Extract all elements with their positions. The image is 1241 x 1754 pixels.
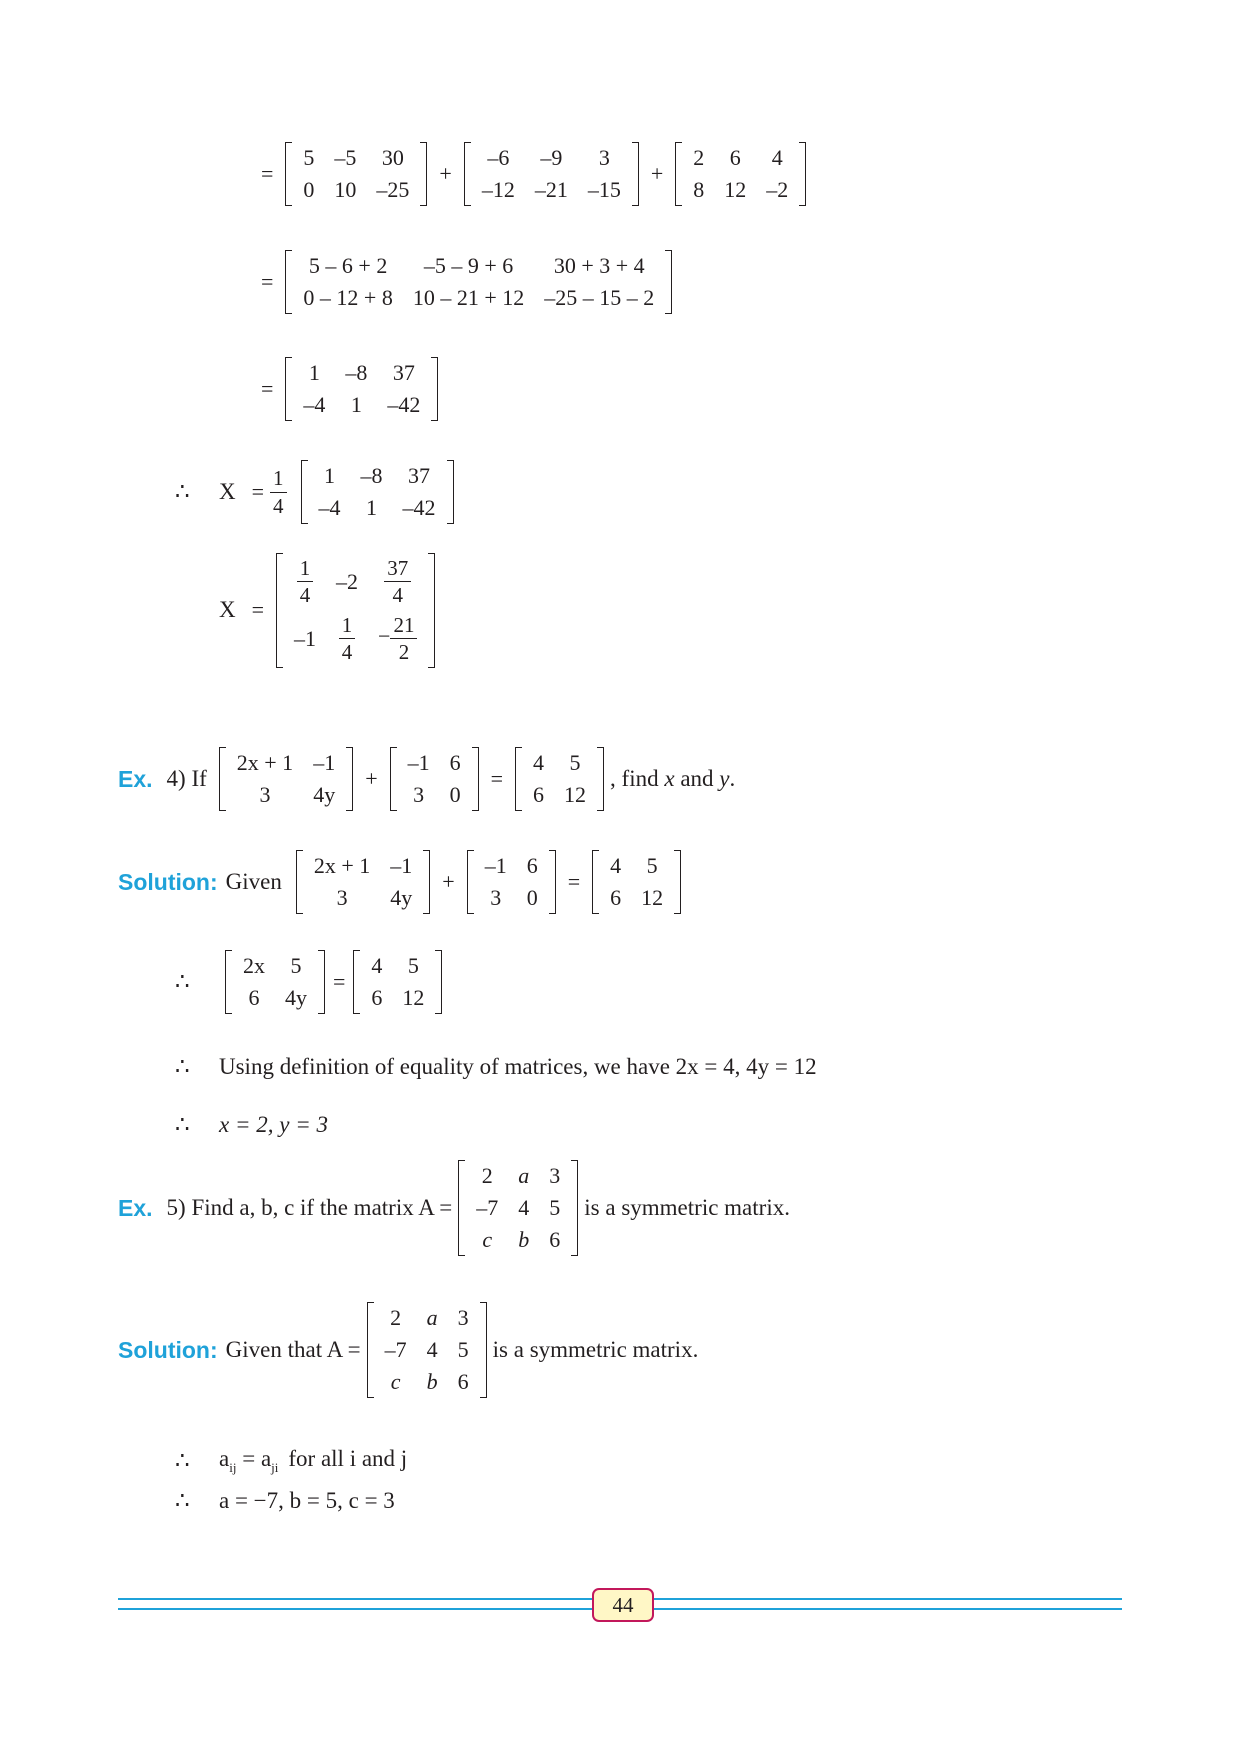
matrix-cell: 6: [526, 853, 538, 878]
matrix-cell: 1: [324, 463, 336, 488]
and-text: and: [680, 766, 714, 791]
matrix-cell: –12: [481, 177, 515, 202]
fraction-denominator: 2: [398, 640, 410, 665]
matrix-cell: [368, 610, 427, 667]
solution-suffix: is a symmetric matrix.: [492, 1337, 699, 1362]
matrix: [675, 142, 806, 206]
matrix: [367, 1302, 487, 1398]
matrix: [467, 850, 556, 914]
matrix: [301, 460, 454, 524]
matrix: [219, 747, 353, 811]
matrix-cell: 5: [290, 953, 302, 978]
matrix-cell: –7: [384, 1337, 407, 1362]
example-text: 5) Find a, b, c if the matrix A =: [166, 1195, 453, 1220]
equals-sign: =: [251, 479, 265, 504]
solution-4-step-row: [175, 950, 448, 1014]
matrix-cell: –5 – 9 + 6: [423, 253, 514, 278]
var-y: y: [719, 766, 730, 791]
matrix: [276, 553, 435, 668]
step1-row: [255, 142, 812, 206]
matrix-cell: –4: [303, 392, 326, 417]
matrix-cell: 1: [308, 360, 320, 385]
result-statement: x = 2, y = 3: [219, 1112, 328, 1137]
matrix-cell: 5 – 6 + 2: [308, 253, 388, 278]
a-symbol: a: [219, 1446, 230, 1471]
matrix-cell: 0: [449, 782, 461, 807]
matrix-cell: 12: [402, 985, 425, 1010]
matrix-cell: 2x: [243, 953, 265, 978]
fraction-denominator: 4: [341, 640, 353, 665]
step3-row: [255, 357, 444, 421]
matrix-cell: 4: [371, 953, 383, 978]
solution-4-line2: [175, 1112, 328, 1138]
matrix-cell: 10 – 21 + 12: [412, 285, 525, 310]
matrix-cell: [326, 610, 368, 667]
equals-sign: =: [261, 376, 274, 401]
equals-sign: =: [251, 597, 265, 623]
matrix-cell: b: [426, 1369, 438, 1394]
matrix: [296, 850, 430, 914]
matrix-cell: 8: [693, 177, 705, 202]
matrix-cell: 3: [413, 782, 425, 807]
variable-x: X: [219, 479, 236, 504]
matrix-cell: 3: [549, 1163, 561, 1188]
equals-sign: =: [242, 1446, 256, 1471]
matrix-cell: 3: [490, 885, 502, 910]
matrix-cell: 30 + 3 + 4: [553, 253, 645, 278]
step4-row: [175, 460, 460, 524]
matrix-cell: –9: [540, 145, 563, 170]
solution-4-line1: [175, 1054, 817, 1080]
matrix-cell: 2: [693, 145, 705, 170]
solution-label: Solution:: [118, 1336, 218, 1363]
matrix-cell: –42: [387, 392, 421, 417]
matrix-cell: 12: [564, 782, 587, 807]
matrix-cell: 6: [533, 782, 545, 807]
matrix-cell: 37: [392, 360, 415, 385]
matrix-cell: –5: [334, 145, 357, 170]
matrix-cell: –8: [360, 463, 383, 488]
matrix-cell: –1: [484, 853, 507, 878]
matrix-cell: –1: [294, 625, 317, 651]
matrix-cell: 4y: [285, 985, 307, 1010]
matrix-cell: 2: [481, 1163, 493, 1188]
matrix-cell: 4y: [313, 782, 336, 807]
matrix-cell: c: [390, 1369, 401, 1394]
solution-4-row: [118, 850, 687, 914]
page-number: 44: [592, 1588, 654, 1622]
example-prefix: 4) If: [166, 766, 207, 791]
matrix-cell: b: [518, 1227, 530, 1252]
matrix-cell: 6: [610, 885, 622, 910]
matrix-cell: –42: [402, 495, 436, 520]
equals-sign: =: [261, 269, 274, 294]
therefore-symbol: ∴: [175, 1054, 190, 1079]
matrix-cell: 5: [407, 953, 419, 978]
matrix-cell: –21: [534, 177, 568, 202]
matrix-cell: –2: [336, 568, 359, 594]
example-label: Ex.: [118, 1194, 153, 1221]
matrix-cell: 4: [518, 1195, 530, 1220]
therefore-symbol: ∴: [175, 1112, 190, 1137]
matrix: [390, 747, 479, 811]
given-text: Given that A =: [225, 1337, 361, 1362]
matrix-cell: –25: [376, 177, 410, 202]
example-4-row: [118, 747, 735, 811]
matrix-cell: –2: [766, 177, 789, 202]
solution-5-row: [118, 1302, 698, 1398]
matrix-cell: –7: [476, 1195, 499, 1220]
subscript-ji: ji: [271, 1460, 279, 1475]
matrix: [225, 950, 325, 1014]
matrix-cell: c: [482, 1227, 493, 1252]
matrix-cell: 4: [771, 145, 783, 170]
matrix-cell: –6: [487, 145, 510, 170]
minus-sign: −: [378, 623, 391, 649]
solution-label: Solution:: [118, 868, 218, 895]
example-label: Ex.: [118, 765, 153, 792]
fraction-numerator: 1: [270, 466, 287, 492]
matrix-cell: a: [426, 1305, 438, 1330]
matrix: [592, 850, 681, 914]
step2-row: [255, 250, 678, 314]
suffix-text: , find: [610, 766, 659, 791]
matrix-cell: 3: [457, 1305, 469, 1330]
matrix: [464, 142, 639, 206]
matrix-cell: –1: [390, 853, 413, 878]
fraction-numerator: 1: [297, 556, 314, 582]
therefore-symbol: ∴: [175, 479, 190, 504]
matrix-cell: 4: [610, 853, 622, 878]
matrix-cell: –1: [313, 750, 336, 775]
matrix-cell: 6: [371, 985, 383, 1010]
matrix-cell: 3: [598, 145, 610, 170]
fraction: [297, 556, 314, 607]
plus-sign: +: [442, 869, 455, 894]
subscript-ij: ij: [229, 1460, 237, 1475]
fraction-denominator: 4: [299, 583, 311, 608]
matrix-cell: 1: [366, 495, 378, 520]
fraction: [390, 613, 417, 664]
example-5-row: [118, 1160, 790, 1256]
matrix-cell: 2x + 1: [236, 750, 294, 775]
matrix-cell: –25 – 15 – 2: [544, 285, 655, 310]
matrix-cell: 12: [724, 177, 747, 202]
fraction-numerator: 37: [384, 556, 411, 582]
matrix-cell: [368, 553, 427, 610]
matrix: [285, 357, 438, 421]
matrix-cell: –4: [318, 495, 341, 520]
matrix-cell: 3: [336, 885, 348, 910]
fraction-denominator: 4: [273, 493, 284, 518]
given-text: Given: [225, 869, 282, 894]
matrix-cell: 0 – 12 + 8: [303, 285, 393, 310]
equals-sign: =: [261, 161, 274, 186]
matrix-cell: 6: [248, 985, 260, 1010]
matrix-cell: 2: [390, 1305, 402, 1330]
matrix-cell: 5: [569, 750, 581, 775]
matrix-cell: [284, 553, 326, 610]
matrix-cell: –8: [345, 360, 368, 385]
matrix-cell: 5: [646, 853, 658, 878]
matrix-cell: 4: [533, 750, 545, 775]
matrix-cell: 6: [449, 750, 461, 775]
matrix-cell: 4y: [390, 885, 413, 910]
matrix: [285, 142, 427, 206]
plus-sign: +: [439, 161, 452, 186]
therefore-symbol: ∴: [175, 1488, 190, 1513]
matrix-cell: 10: [334, 177, 357, 202]
matrix-cell: 12: [641, 885, 664, 910]
matrix: [458, 1160, 578, 1256]
matrix-cell: 5: [303, 145, 315, 170]
matrix-cell: 37: [408, 463, 431, 488]
var-x: x: [664, 766, 675, 791]
matrix-cell: 6: [549, 1227, 561, 1252]
matrix-cell: a: [518, 1163, 530, 1188]
step5-row: [219, 553, 441, 668]
matrix-cell: –1: [407, 750, 430, 775]
period: .: [729, 766, 736, 791]
matrix: [515, 747, 604, 811]
plus-sign: +: [365, 766, 378, 791]
fraction-numerator: 21: [390, 613, 417, 639]
matrix: [353, 950, 442, 1014]
matrix-cell: 5: [549, 1195, 561, 1220]
matrix-cell: 4: [426, 1337, 438, 1362]
result-statement: a = −7, b = 5, c = 3: [219, 1488, 395, 1513]
example-suffix: [610, 766, 735, 792]
matrix-cell: 3: [259, 782, 271, 807]
matrix-cell: 5: [457, 1337, 469, 1362]
equality-statement: Using definition of equality of matrices, we have 2x = 4, 4y = 12: [219, 1054, 817, 1079]
fraction: [339, 613, 356, 664]
fraction: [384, 556, 411, 607]
solution-5-rule: [175, 1446, 407, 1476]
example-suffix: is a symmetric matrix.: [584, 1195, 790, 1220]
matrix-cell: 2x + 1: [313, 853, 371, 878]
matrix-cell: 1: [350, 392, 362, 417]
matrix: [285, 250, 672, 314]
a-symbol: a: [260, 1446, 272, 1471]
matrix-cell: 0: [303, 177, 315, 202]
therefore-symbol: ∴: [175, 969, 190, 994]
variable-x: X: [219, 597, 236, 623]
matrix-cell: 6: [457, 1369, 469, 1394]
fraction: [270, 466, 287, 517]
fraction-denominator: 4: [392, 583, 403, 608]
equals-sign: =: [567, 869, 581, 894]
solution-5-result: [175, 1488, 395, 1514]
matrix-cell: 0: [526, 885, 538, 910]
therefore-symbol: ∴: [175, 1448, 190, 1473]
matrix-cell: 30: [381, 145, 404, 170]
equals-sign: =: [333, 969, 346, 994]
fraction-numerator: 1: [339, 613, 356, 639]
symmetry-rule: [219, 1446, 407, 1476]
matrix-cell: –15: [587, 177, 621, 202]
plus-sign: +: [650, 161, 664, 186]
equals-sign: =: [490, 766, 504, 791]
rule-tail: for all i and j: [288, 1446, 408, 1471]
matrix-cell: 6: [729, 145, 741, 170]
